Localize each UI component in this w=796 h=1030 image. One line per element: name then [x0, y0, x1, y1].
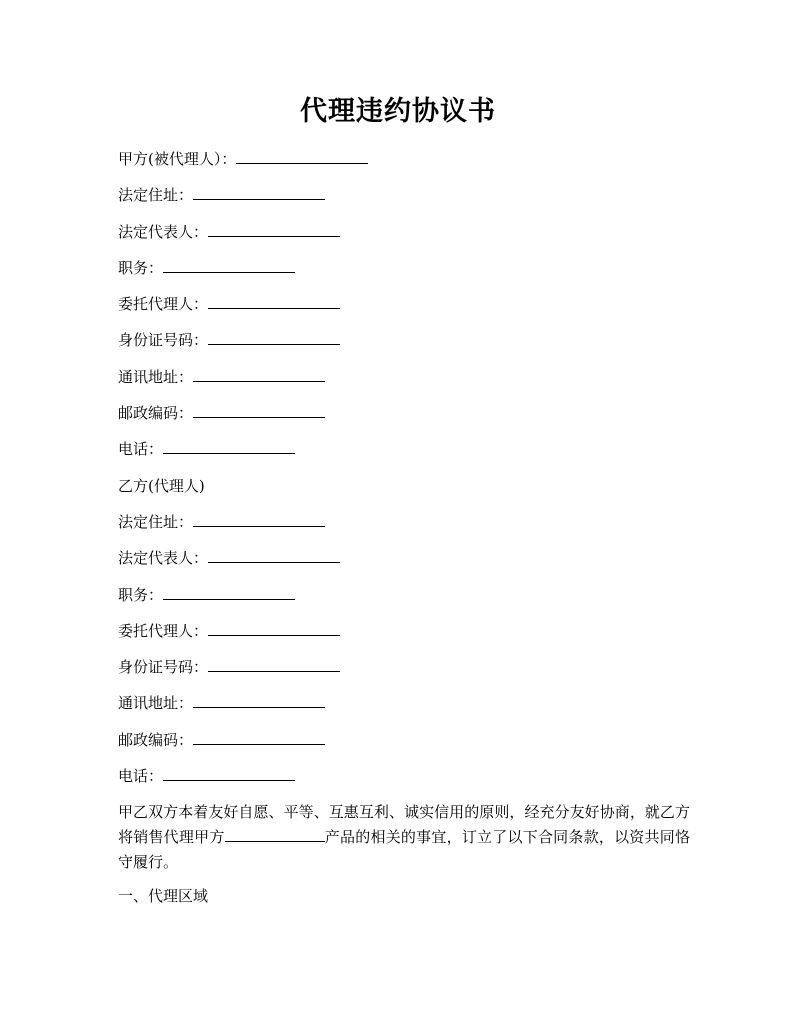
fill-blank[interactable] — [208, 294, 340, 309]
field-label: 电话： — [118, 440, 164, 459]
fill-blank[interactable] — [236, 149, 368, 164]
party-a-mail-address-field — [118, 364, 698, 400]
field-label: 电话： — [118, 767, 164, 786]
section-heading: 一、代理区域 — [118, 887, 209, 905]
document-title: 代理违约协议书 — [300, 96, 496, 127]
field-label: 法定代表人： — [118, 222, 209, 241]
party-b-agent-field — [118, 618, 698, 654]
party-a-name-field — [118, 146, 698, 182]
fill-blank[interactable] — [208, 330, 340, 345]
preamble-paragraph — [118, 800, 690, 875]
party-b-postcode-field — [118, 727, 698, 763]
fill-blank[interactable] — [193, 693, 325, 708]
party-b-id-field — [118, 654, 698, 690]
field-label: 通讯地址： — [118, 694, 194, 713]
fill-blank[interactable] — [208, 657, 340, 672]
fill-blank[interactable] — [193, 512, 325, 527]
party-b-address-field — [118, 509, 698, 545]
party-a-postcode-field — [118, 400, 698, 436]
fill-blank[interactable] — [163, 258, 295, 273]
party-a-position-field — [118, 255, 698, 291]
preamble-text-1: 甲乙双方本着友好自愿、平等、互惠互利、诚实信用的原则，经充分友好协商，就乙方将销售代理甲方 — [118, 803, 690, 846]
fill-blank[interactable] — [163, 439, 295, 454]
field-label: 身份证号码： — [118, 331, 209, 350]
party-b-mail-address-field — [118, 690, 698, 726]
party-b-heading — [118, 473, 698, 509]
party-a-phone-field — [118, 436, 698, 472]
fill-blank[interactable] — [193, 730, 325, 745]
party-b-legal-rep-field — [118, 545, 698, 581]
field-label: 委托代理人： — [118, 295, 209, 314]
field-label: 邮政编码： — [118, 404, 194, 423]
fill-blank[interactable] — [208, 548, 340, 563]
party-b-phone-field — [118, 763, 698, 799]
fill-blank[interactable] — [193, 367, 325, 382]
fill-blank[interactable] — [208, 621, 340, 636]
field-label: 身份证号码： — [118, 658, 209, 677]
field-label: 邮政编码： — [118, 730, 194, 749]
field-label: 法定住址： — [118, 186, 194, 205]
fill-blank[interactable] — [163, 585, 295, 600]
party-a-id-field — [118, 327, 698, 363]
product-blank[interactable] — [225, 827, 325, 842]
party-a-address-field — [118, 182, 698, 218]
party-a-agent-field — [118, 291, 698, 327]
field-label: 委托代理人： — [118, 621, 209, 640]
field-label: 乙方(代理人) — [118, 476, 205, 495]
field-label: 职务： — [118, 585, 164, 604]
preamble-text-2: 产品的相关的事宜，订立了以下合同条款，以资共同恪守履行。 — [118, 828, 690, 871]
field-label: 法定代表人： — [118, 549, 209, 568]
field-label: 法定住址： — [118, 512, 194, 531]
party-b-position-field — [118, 582, 698, 618]
fill-blank[interactable] — [163, 766, 295, 781]
fill-blank[interactable] — [193, 403, 325, 418]
fill-blank[interactable] — [208, 222, 340, 237]
field-label: 职务： — [118, 258, 164, 277]
field-label: 甲方(被代理人）： — [118, 150, 237, 168]
field-label: 通讯地址： — [118, 367, 194, 386]
party-a-legal-rep-field — [118, 219, 698, 255]
fill-blank[interactable] — [193, 185, 325, 200]
party-fields — [118, 146, 698, 799]
